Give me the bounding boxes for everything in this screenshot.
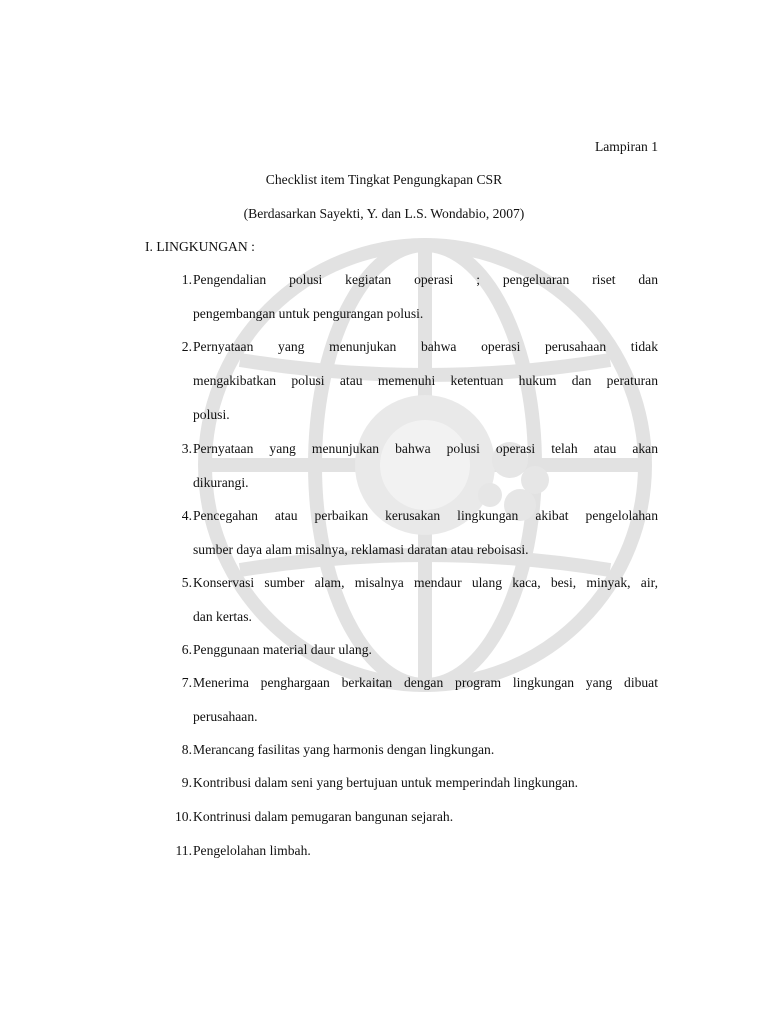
item-text-line: Kontribusi dalam seni yang bertujuan untuk memperindah lingkungan.: [193, 775, 579, 790]
item-text-line: Pernyataan yang menunjukan bahwa operasi perusahaan tidak: [193, 339, 658, 354]
item-text-line: dikurangi.: [193, 475, 249, 490]
item-number: 4.: [181, 508, 192, 523]
item-text-line: Menerima penghargaan berkaitan dengan program lingkungan yang dibuat: [193, 675, 658, 690]
item-text-line: perusahaan.: [193, 709, 258, 724]
item-text-line: Pengendalian polusi kegiatan operasi ; pengeluaran riset dan: [193, 272, 658, 287]
item-number: 5.: [181, 575, 192, 590]
item-text-line: pengembangan untuk pengurangan polusi.: [193, 306, 424, 321]
item-text-line: Konservasi sumber alam, misalnya mendaur ulang kaca, besi, minyak, air,: [193, 575, 658, 590]
item-text-line: Kontrinusi dalam pemugaran bangunan sejarah.: [193, 809, 454, 824]
item-text-line: Pencegahan atau perbaikan kerusakan lingkungan akibat pengelolahan: [193, 508, 658, 523]
university-seal-watermark: [180, 230, 670, 700]
item-number: 2.: [181, 339, 192, 354]
item-text-line: mengakibatkan polusi atau memenuhi ketentuan hukum dan peraturan: [193, 373, 658, 388]
section-heading: I. LINGKUNGAN :: [145, 239, 255, 254]
item-text-line: Pernyataan yang menunjukan bahwa polusi operasi telah atau akan: [193, 441, 658, 456]
item-text-line: dan kertas.: [193, 609, 252, 624]
attachment-label: Lampiran 1: [594, 139, 658, 154]
document-title: Checklist item Tingkat Pengungkapan CSR: [265, 172, 503, 187]
item-number: 10.: [175, 809, 192, 824]
item-number: 6.: [181, 642, 192, 657]
item-number: 11.: [175, 843, 192, 858]
item-number: 3.: [181, 441, 192, 456]
document-subtitle: (Berdasarkan Sayekti, Y. dan L.S. Wondabio, 2007): [243, 206, 525, 221]
item-text-line: Penggunaan material daur ulang.: [193, 642, 372, 657]
item-text-line: Merancang fasilitas yang harmonis dengan lingkungan.: [193, 742, 495, 757]
item-text-line: sumber daya alam misalnya, reklamasi daratan atau reboisasi.: [193, 542, 529, 557]
item-number: 1.: [181, 272, 192, 287]
item-number: 9.: [181, 775, 192, 790]
item-number: 8.: [181, 742, 192, 757]
item-number: 7.: [181, 675, 192, 690]
item-text-line: Pengelolahan limbah.: [193, 843, 311, 858]
item-text-line: polusi.: [193, 407, 230, 422]
